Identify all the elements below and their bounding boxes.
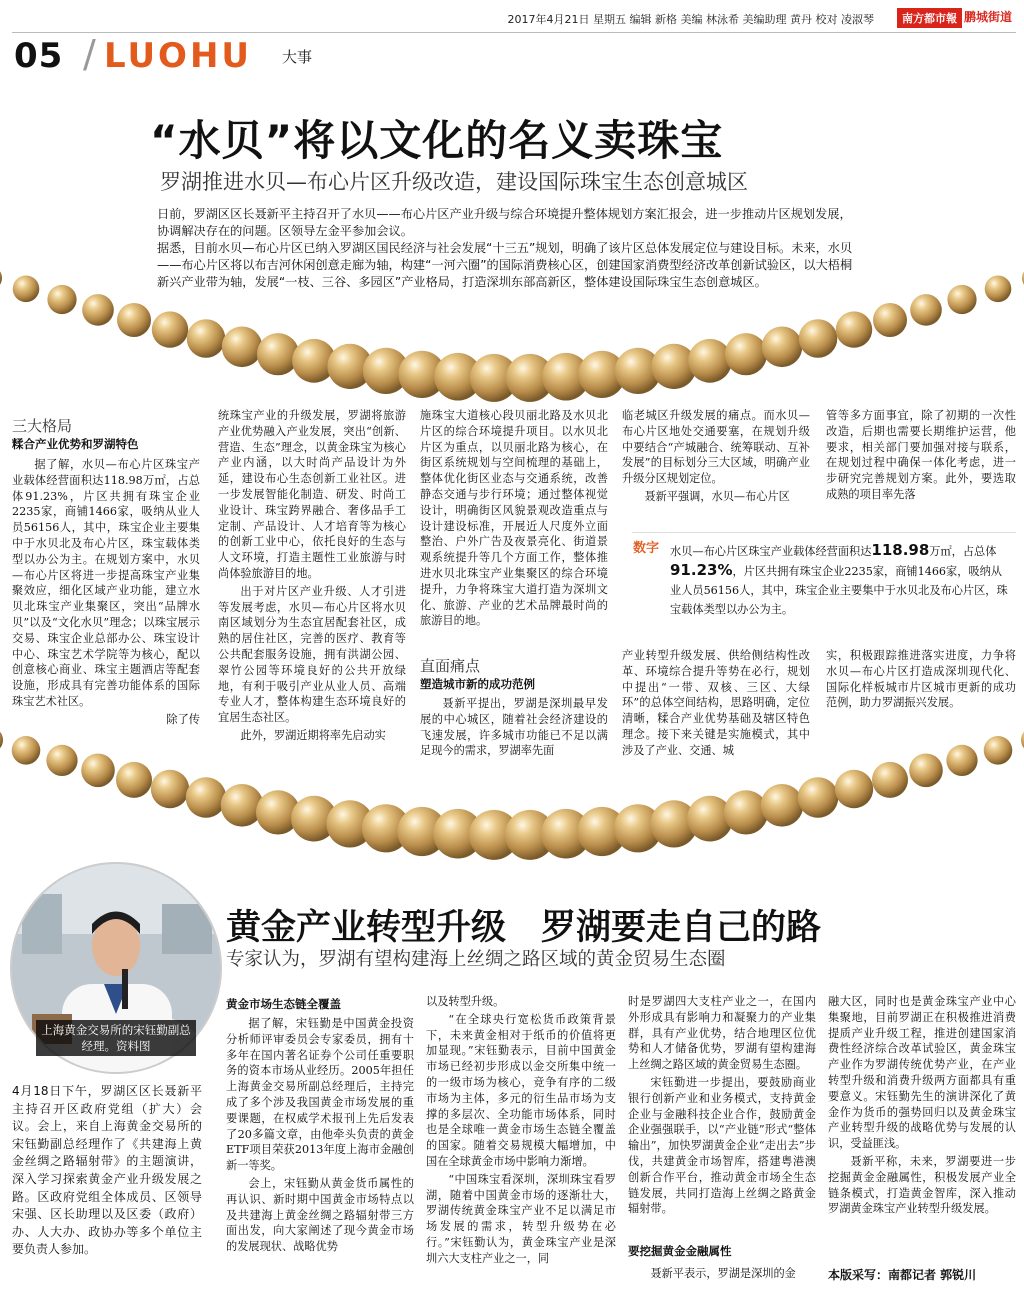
pearl bbox=[798, 777, 839, 818]
article1-col3-para2: 聂新平提出，罗湖是深圳最早发展的中心城区，随着社会经济建设的飞速发展，许多城市功能已不足以满足现今的需求，罗湖率先面 bbox=[420, 697, 608, 758]
article1-col2-para1: 统珠宝产业的升级发展，罗湖将旅游产业优势融入产业发展，突出“创新、营造、生态”理念，以黄金珠宝为核心产业内涵，以大时尚产品设计为外延，建设布心生态创新工业社区。进一步发展智能化制造、研发、时尚工业设计、珠宝跨界融合、奢侈品手工定制、产品设计、人才培育等为核心的创新工业中心，依托良好的生态与人文环境，打造主题性工业旅游与时尚体验旅游目的地。 bbox=[218, 409, 406, 580]
article2-section1-title: 黄金市场生态链全覆盖 bbox=[226, 997, 341, 1011]
fact-text-a: 水贝—布心片区珠宝产业载体经营面积达 bbox=[670, 545, 872, 558]
article1-col5-para1: 管等多方面事宜，除了初期的一次性改造，后期也需要长期维护运营，他要求，相关部门要加强对接与联系，在规划过程中确保一体化考虑，进一步研究完善规划方案。此外，要选取成熟的项目率先落 bbox=[826, 409, 1016, 501]
article1-section1-subtitle: 糅合产业优势和罗湖特色 bbox=[12, 437, 139, 451]
pearl bbox=[724, 790, 768, 834]
article1-subhead: 罗湖推进水贝—布心片区升级改造，建设国际珠宝生态创意城区 bbox=[160, 170, 748, 194]
article1-column-5 bbox=[826, 408, 1016, 505]
article1-section1-title: 三大格局 bbox=[12, 417, 73, 435]
pearl bbox=[13, 276, 40, 303]
article2-column-1 bbox=[226, 1016, 414, 1257]
article1-col2-para3: 此外，罗湖近期将率先启动实 bbox=[240, 728, 386, 742]
pearl bbox=[46, 745, 77, 776]
pearl bbox=[836, 311, 872, 347]
article2-column-2 bbox=[426, 994, 616, 1269]
pearl-necklace-image-top bbox=[0, 250, 1024, 410]
pearl bbox=[221, 784, 264, 827]
pearl bbox=[688, 339, 732, 383]
article1-col5-para2: 实，积极跟踪推进落实进度，力争将水贝—布心片区打造成深圳现代化、国际化样板城市片区城市更新的成功范例，助力罗湖振兴发展。 bbox=[826, 649, 1016, 710]
article1-col1-para: 据了解，水贝—布心片区珠宝产业载体经营面积达118.98万㎡，占总体91.23%，片区共拥有珠宝企业2235家，商铺1466家，吸纳从业人员56156人，其中，珠宝企业主要集中于水贝北及布心片区，珠宝载体类型以办公为主。在规划方案中，水贝—布心片区将进一步提高珠宝产业集聚效应，细化区域产业功能，建立水贝北珠宝产业集聚区，突出“品牌水贝”以及“文化水贝”理念；以珠宝展示交易、珠宝企业总部办公、珠宝设计中心、珠宝艺术学院等为核心，配以创意核心商业、珠宝主题酒店等配套设施，形成具有完善功能体系的国际珠宝艺术社区。 bbox=[12, 458, 200, 708]
article1-col4-para2: 聂新平强调，水贝—布心片区 bbox=[644, 489, 790, 503]
pearl-necklace-image-bottom bbox=[0, 718, 1024, 868]
pearl bbox=[117, 303, 151, 337]
pearl bbox=[910, 294, 942, 326]
article1-col1-tail: 除了传 bbox=[166, 712, 200, 726]
article1-column-4 bbox=[622, 408, 810, 507]
article2-col3-para3: 聂新平表示，罗湖是深圳的金 bbox=[650, 1267, 796, 1280]
article2-col3-para2: 宋钰勤进一步提出，要鼓励商业银行创新产业和业务模式，支持黄金企业与金融科技企业合作，鼓励黄金企业强强联手，以“产业链”形式“整体输出”，加快罗湖黄金企业“走出去”步伐，共建黄金市场智库，搭建粤港澳创新合作平台，推动黄金市场全生态链发展，共同打造海上丝绸之路黄金辐射带。 bbox=[628, 1075, 816, 1216]
article1-col4-para1: 临老城区升级发展的痛点。而水贝—布心片区地处交通要塞，在规划升级中要结合“产城融合、统筹联动、互补发展”的目标划分三大区域，明确产业升级分区规划定位。 bbox=[622, 409, 810, 486]
byline-credit: 本版采写：南都记者 郭锐川 bbox=[828, 1268, 977, 1282]
article1-headline: “水贝”将以文化的名义卖珠宝 bbox=[150, 116, 724, 165]
page-slash: / bbox=[83, 32, 96, 76]
pearl bbox=[186, 777, 227, 818]
pearl bbox=[947, 285, 976, 314]
pearl bbox=[873, 303, 907, 337]
pearl bbox=[222, 327, 263, 368]
pearl bbox=[0, 727, 3, 753]
pearl bbox=[116, 762, 152, 798]
newspaper-logo: 南方都市報 bbox=[897, 8, 962, 28]
page-number: 05 bbox=[14, 36, 64, 76]
article2-col3-para1: 时是罗湖四大支柱产业之一，在国内外形成具有影响力和凝聚力的产业集群，具有产业优势，结合地理区位优势和人才储备优势，罗湖有望构建海上丝绸之路区域的黄金贸易生态圈。 bbox=[628, 995, 816, 1072]
fact-text bbox=[670, 541, 1010, 619]
article1-section2-title: 直面痛点 bbox=[420, 657, 481, 675]
pearl bbox=[0, 266, 2, 290]
photo-caption: 上海黄金交易所的宋钰勤副总经理。资料图 bbox=[36, 1020, 196, 1056]
article2-section2-title: 要挖掘黄金金融属性 bbox=[628, 1244, 732, 1258]
section-subname: 大事 bbox=[282, 48, 313, 66]
fact-box bbox=[632, 532, 1016, 621]
pearl bbox=[12, 736, 41, 765]
article2-column-3b bbox=[628, 1266, 816, 1284]
pearl bbox=[151, 770, 189, 808]
article1-col2-para2: 出于对片区产业升级、人才引进等发展考虑，水贝—布心片区将水贝南区域划分为生态宜居配套社区，成熟的居住社区，完善的医疗、教育等公共配套服务设施，拥有洪湖公园、翠竹公园等环境良好的公共开放绿地，有利于吸引产业从业人员、高端专业人才，整体构建生态环境良好的宜居生态社区。 bbox=[218, 584, 406, 725]
pearl bbox=[835, 770, 873, 808]
article2-subhead: 专家认为，罗湖有望构建海上丝绸之路区域的黄金贸易生态圈 bbox=[226, 949, 726, 970]
article1-col4-para3: 产业转型升级发展、供给侧结构性改革、环境综合提升等势在必行，规划中提出“一带、双核、三区、大绿环”的总体空间结构，思路明确，定位清晰，糅合产业优势基础及辖区特色理念。接下来关键是实施模式，其中涉及了产业、交通、城 bbox=[622, 649, 810, 757]
article1-column-1 bbox=[12, 457, 200, 730]
pearl bbox=[81, 754, 115, 788]
article1-column-5b bbox=[826, 648, 1016, 713]
edition-logo: 鹏城街道 bbox=[963, 10, 1012, 24]
article2-col2-para3: “中国珠宝看深圳，深圳珠宝看罗湖，随着中国黄金市场的逐渐壮大，罗湖传统黄金珠宝产业不足以满足市场发展的需求，转型升级势在必行。”宋钰勤认为，黄金珠宝产业是深圳六大支柱产业之一，同 bbox=[426, 1172, 616, 1265]
pearl bbox=[984, 736, 1013, 765]
section-name: LUOHU bbox=[104, 36, 253, 76]
article2-col1-para2: 会上，宋钰勤从黄金货币属性的再认识、新时期中国黄金市场特点以及共建海上黄金丝绸之路辐射带三方面出发，向大家阐述了现今黄金市场的发展现状、战略优势 bbox=[226, 1176, 414, 1254]
article2-col4-para1: 融大区，同时也是黄金珠宝产业中心集聚地，目前罗湖正在积极推进消费提质产业升级工程，推进创建国家消费性经济综合改革试验区，黄金珠宝产业作为罗湖传统优势产业，在产业转型升级和消费升级两方面都具有重要意义。宋钰勤先生的演讲深化了黄金作为货币的强势回归以及黄金珠宝产业转型升级的战略优势与发展的认识，受益匪浅。 bbox=[828, 995, 1016, 1151]
masthead-meta: 2017年4月21日 星期五 编辑 新格 美编 林泳希 美编助理 黄丹 校对 凌淑琴 bbox=[507, 13, 874, 26]
pearl bbox=[725, 333, 767, 375]
pearl bbox=[762, 327, 803, 368]
fact-number-percent: 91.23% bbox=[670, 561, 733, 579]
pearl bbox=[985, 276, 1012, 303]
pearl bbox=[82, 294, 114, 326]
pearl bbox=[799, 319, 838, 358]
article2-lead: 4月18日下午，罗湖区区长聂新平主持召开区政府党组（扩大）会议。会上，来自上海黄金交易所的宋钰勤副总经理作了《共建海上黄金丝绸之路辐射带》的主题演讲，深入学习探索黄金产业升级发展之路。区政府党组全体成员、区领导宋强、区长助理以及区委（政府）办、人大办、政协办等多个单位主要负责人参加。 bbox=[12, 1084, 202, 1257]
pearl bbox=[761, 784, 804, 827]
pearl bbox=[946, 745, 977, 776]
article2-col2-para2: “在全球央行宽松货币政策背景下，未来黄金相对于纸币的价值将更加显现。”宋钰勤表示，目前中国黄金市场已经初步形成以金交所集中统一的一级市场为核心，竞争有序的二级市场为主体，多元的衍生品市场为支撑的多层次、全功能市场体系，同时也是全球唯一黄金市场生态链全覆盖的国家。随着交易规模大幅增加，中国在全球黄金市场中影响力渐增。 bbox=[426, 1012, 616, 1168]
pearl bbox=[257, 333, 299, 375]
article1-lead-p2: 据悉，目前水贝—布心片区已纳入罗湖区国民经济与社会发展“十三五”规划，明确了该片区总体发展定位与建设目标。未来，水贝——布心片区将以布吉河休闲创意走廊为轴，构建“一河六圈”的国际消费核心区，创建国家消费型经济改革创新试验区，以大梧桐新兴产业带为轴，发展“一枝、三谷、多园区”产业格局，打造深圳东部高新区，整体建设国际珠宝生态创意城区。 bbox=[157, 241, 853, 289]
pearl bbox=[909, 754, 943, 788]
pearl bbox=[872, 762, 908, 798]
pearl bbox=[152, 311, 188, 347]
article2-col2-para1: 以及转型升级。 bbox=[426, 995, 505, 1008]
fact-text-c: ，片区共拥有珠宝企业2235家，商铺1466家，吸纳从业人员56156人，其中，珠宝企业主要集中于水贝北及布心片区，珠宝载体类型以办公为主。 bbox=[670, 565, 1008, 616]
article1-column-2 bbox=[218, 408, 406, 746]
article1-lead-p1: 日前，罗湖区区长聂新平主持召开了水贝——布心片区产业升级与综合环境提升整体规划方案汇报会，进一步推动片区规划发展，协调解决存在的问题。区领导左金平参加会议。 bbox=[157, 207, 852, 238]
article1-col3-para1: 施珠宝大道核心段贝丽北路及水贝北片区的综合环境提升项目。以水贝北片区为重点，以贝丽北路为核心，在街区系统规划与空间梳理的基础上，整体优化街区业态与交通系统，改善静态交通与步行环境；通过整体视觉设计，明确街区风貌景观改造重点与设计建设标准，开展近人尺度外立面整治、户外广告及夜景亮化、街道景观系统提升等几个方面工作，整体推进水贝北珠宝产业集聚区的综合环境提升，力争将珠宝大道打造为深圳文化、旅游、产业的艺术品牌最时尚的旅游目的地。 bbox=[420, 409, 608, 628]
article2-col4-para2: 聂新平称，未来，罗湖要进一步挖掘黄金金融属性，积极发展产业全链条模式，打造黄金智库，深入推动罗湖黄金珠宝产业转型升级发展。 bbox=[828, 1154, 1016, 1216]
pearl bbox=[187, 319, 226, 358]
article1-section2-subtitle: 塑造城市新的成功范例 bbox=[420, 677, 535, 691]
article2-headline: 黄金产业转型升级 罗湖要走自己的路 bbox=[226, 908, 822, 948]
fact-text-b: 万㎡，占总体 bbox=[929, 545, 997, 558]
article2-col1-para1: 据了解，宋钰勤是中国黄金投资分析师评审委员会专家委员，拥有十多年在国内著名证券个公司任重要职务的资本市场从业经历。2005年担任上海黄金交易所副总经理后，主持完成了多个涉及我国黄金市场发展的重要课题，在权威学术报刊上先后发表了20多篇文章，由他牵头负责的黄金ETF项目荣获2013年度上海市金融创新一等奖。 bbox=[226, 1017, 414, 1173]
article1-column-3 bbox=[420, 408, 608, 631]
article2-column-3 bbox=[628, 994, 816, 1219]
article2-column-4 bbox=[828, 994, 1016, 1219]
fact-label: 数字 bbox=[632, 541, 659, 556]
fact-number-area: 118.98 bbox=[871, 541, 930, 559]
pearl bbox=[47, 285, 76, 314]
